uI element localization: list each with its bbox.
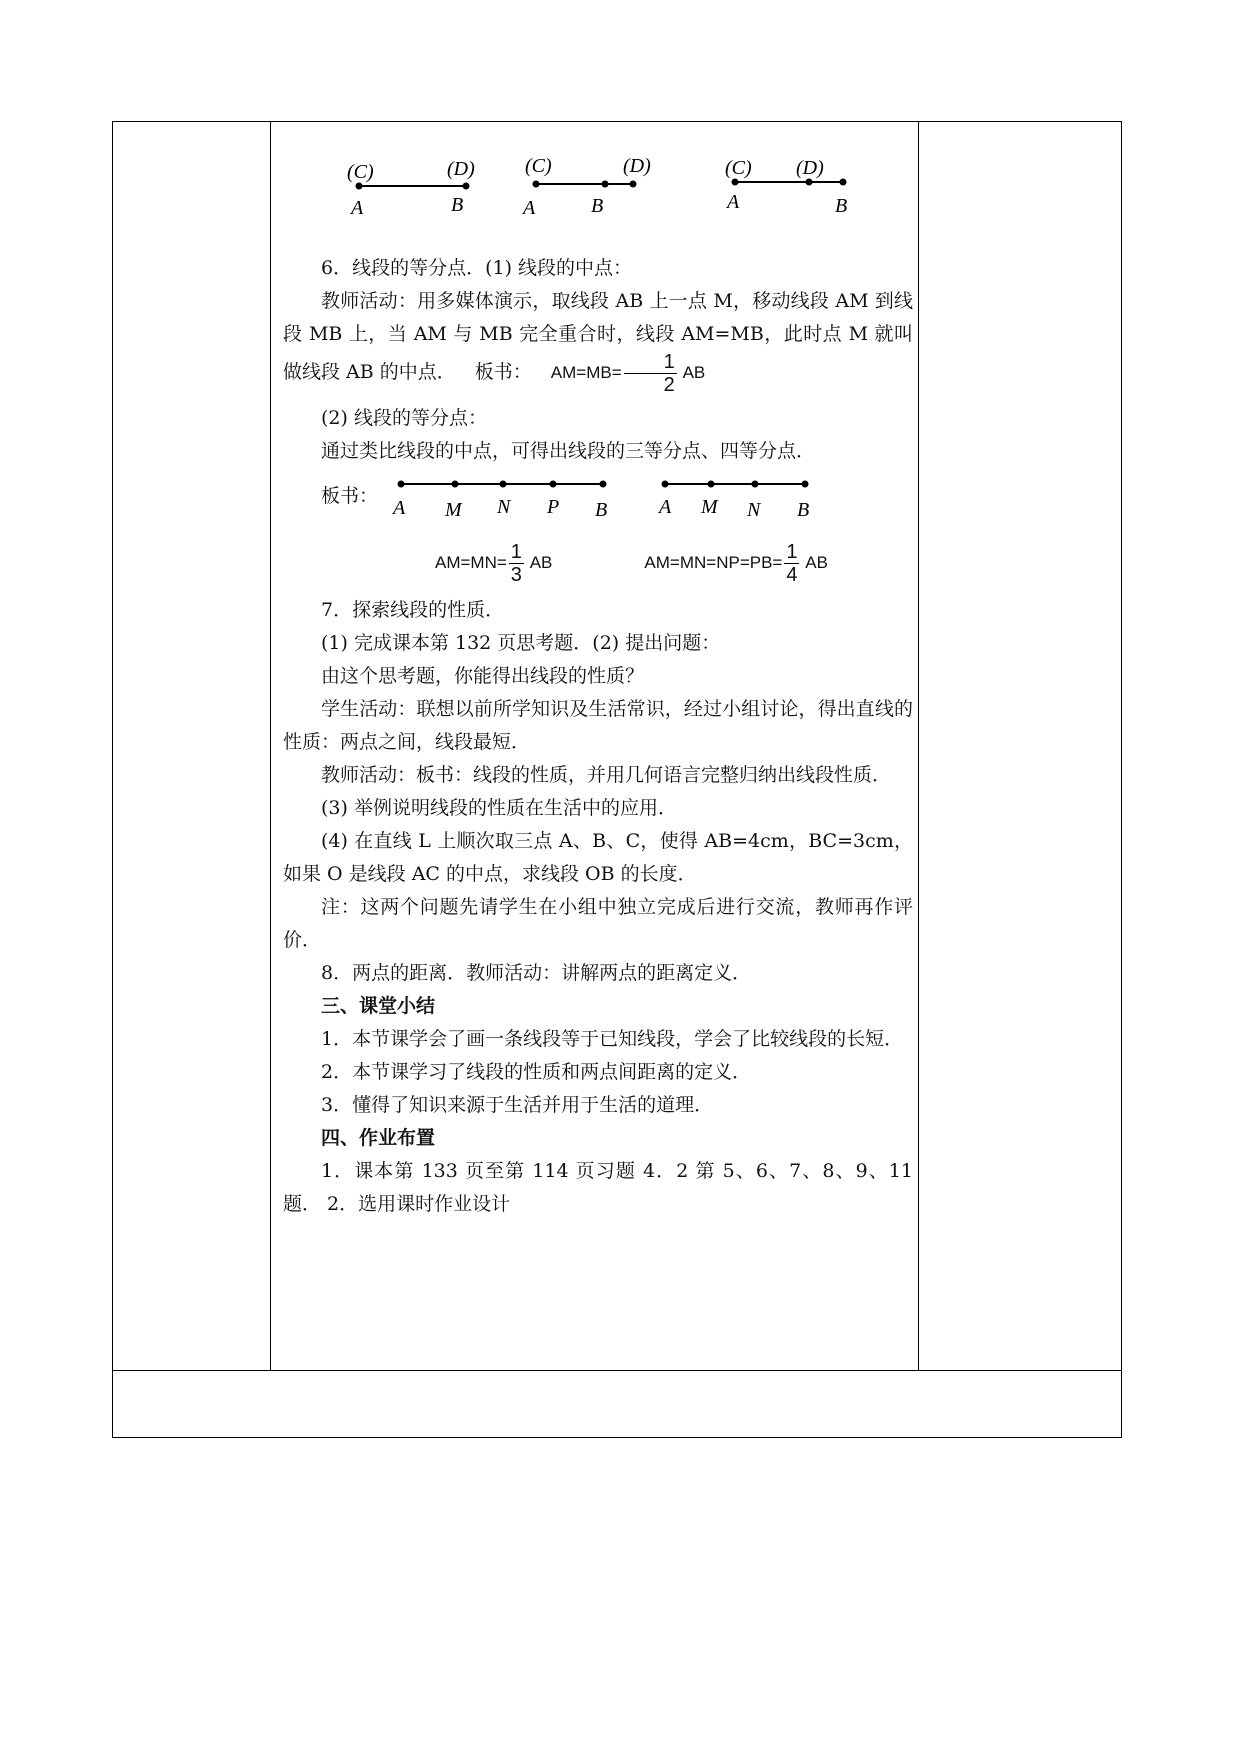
fraction-numerator: 1 bbox=[624, 351, 677, 374]
label-c: (C) bbox=[525, 155, 552, 177]
section-7-q4: (4) 在直线 L 上顺次取三点 A、B、C，使得 AB=4cm，BC=3cm，如果 O 是线段 AC 的中点，求线段 OB 的长度． bbox=[283, 830, 913, 885]
lesson-content bbox=[283, 150, 913, 1221]
trisection-formula bbox=[435, 541, 552, 586]
label-d: (D) bbox=[447, 158, 475, 180]
board-divisions-row bbox=[283, 468, 913, 524]
section-7-note: 注：这两个问题先请学生在小组中独立完成后进行交流，教师再作评价． bbox=[283, 896, 913, 951]
quadrisection-formula bbox=[644, 541, 828, 586]
column-divider-left bbox=[270, 121, 271, 1371]
label-c: (C) bbox=[725, 157, 752, 179]
column-divider-right bbox=[918, 121, 919, 1371]
fraction-denominator: 4 bbox=[786, 563, 798, 586]
quadrisection-diagram bbox=[655, 468, 835, 524]
homework-text: 1．课本第 133 页至第 114 页习题 4．2 第 5、6、7、8、9、11 题． 2．选用课时作业设计 bbox=[283, 1160, 913, 1215]
fraction-one-third bbox=[509, 541, 524, 586]
label-b: B bbox=[835, 195, 848, 217]
segment-comparison-figure bbox=[283, 150, 913, 230]
fraction-one-half bbox=[624, 351, 677, 396]
label-d: (D) bbox=[623, 155, 651, 177]
division-formulas-row bbox=[283, 532, 913, 594]
fraction-numerator: 1 bbox=[786, 540, 798, 563]
fraction-one-quarter bbox=[784, 541, 799, 586]
label-b: B bbox=[595, 499, 608, 521]
section-7-q1: (1) 完成课本第 132 页思考题．(2) 提出问题： bbox=[321, 632, 721, 654]
midpoint-formula-left: AM=MB= bbox=[550, 362, 622, 382]
label-p: P bbox=[547, 496, 560, 518]
comparison-diagram-2 bbox=[521, 155, 651, 219]
analogy-text: 通过类比线段的中点，可得出线段的三等分点、四等分点． bbox=[321, 440, 816, 462]
midpoint-formula-right: AB bbox=[682, 362, 706, 382]
summary-item-3: 3．懂得了知识来源于生活并用于生活的道理． bbox=[321, 1094, 714, 1116]
trisection-formula-left: AM=MN= bbox=[435, 552, 507, 572]
label-b: B bbox=[591, 195, 604, 217]
teacher-activity-text: 教师活动：用多媒体演示，取线段 AB 上一点 M，移动线段 AM 到线段 MB 上，当 AM 与 MB 完全重合时，线段 AM=MB，此时点 M 就叫做线段 AB 的中点． bbox=[283, 290, 913, 383]
label-a: A bbox=[393, 497, 406, 519]
label-a: A bbox=[523, 197, 536, 219]
label-b: B bbox=[797, 499, 810, 521]
section-8: 8．两点的距离．教师活动：讲解两点的距离定义． bbox=[321, 962, 752, 984]
homework-heading: 四、作业布置 bbox=[321, 1127, 436, 1149]
board-label: 板书： bbox=[474, 360, 532, 383]
label-c: (C) bbox=[347, 161, 374, 183]
fraction-denominator: 3 bbox=[510, 563, 522, 586]
label-m: M bbox=[701, 496, 718, 518]
comparison-diagram-1 bbox=[347, 158, 475, 219]
label-n: N bbox=[747, 499, 761, 521]
trisection-formula-right: AB bbox=[529, 552, 553, 572]
section-6-sub2: (2) 线段的等分点： bbox=[321, 407, 487, 429]
midpoint-formula bbox=[550, 351, 706, 396]
fraction-denominator: 2 bbox=[663, 374, 675, 396]
board-label-2: 板书： bbox=[321, 484, 379, 507]
summary-heading: 三、课堂小结 bbox=[321, 995, 436, 1017]
label-b: B bbox=[451, 194, 464, 216]
quadrisection-formula-right: AB bbox=[805, 552, 828, 572]
section-6-heading: 6．线段的等分点．(1) 线段的中点： bbox=[321, 257, 633, 279]
quadrisection-formula-left: AM=MN=NP=PB= bbox=[644, 552, 783, 572]
label-m: M bbox=[445, 499, 462, 521]
section-7-heading: 7．探索线段的性质． bbox=[321, 599, 505, 621]
label-n: N bbox=[497, 496, 511, 518]
section-7-question: 由这个思考题，你能得出线段的性质？ bbox=[321, 665, 645, 687]
teacher-activity-property: 教师活动：板书：线段的性质，并用几何语言完整归纳出线段性质． bbox=[321, 764, 892, 786]
row-divider bbox=[112, 1370, 1122, 1371]
teacher-activity-midpoint bbox=[283, 285, 913, 396]
label-a: A bbox=[727, 191, 740, 213]
summary-item-1: 1．本节课学会了画一条线段等于已知线段，学会了比较线段的长短． bbox=[321, 1028, 904, 1050]
comparison-diagram-3 bbox=[725, 157, 847, 217]
label-a: A bbox=[659, 496, 672, 518]
label-d: (D) bbox=[796, 157, 824, 179]
section-7-q3: (3) 举例说明线段的性质在生活中的应用． bbox=[321, 797, 677, 819]
fraction-numerator: 1 bbox=[510, 540, 522, 563]
label-a: A bbox=[351, 197, 364, 219]
student-activity: 学生活动：联想以前所学知识及生活常识，经过小组讨论，得出直线的性质：两点之间，线段最短． bbox=[283, 698, 913, 753]
summary-item-2: 2．本节课学习了线段的性质和两点间距离的定义． bbox=[321, 1061, 752, 1083]
trisection-diagram bbox=[391, 468, 641, 524]
